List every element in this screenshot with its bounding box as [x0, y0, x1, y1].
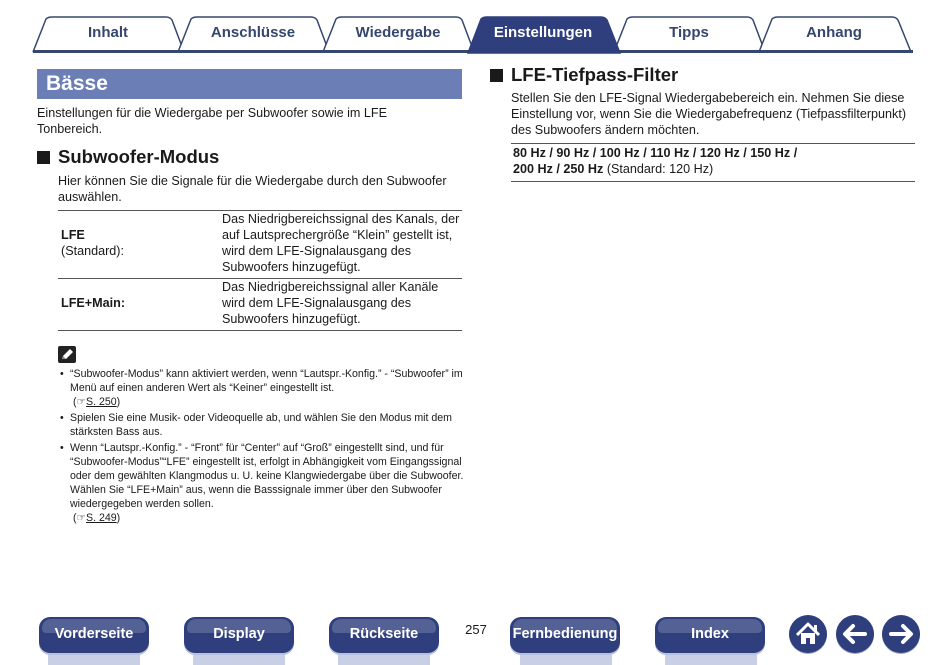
intro-text: Einstellungen für die Wiedergabe per Subwoofer sowie im LFE Tonbereich. [37, 106, 388, 136]
note-item: • Spielen Sie eine Musik- oder Videoquelle ab, und wählen Sie den Modus mit dem stärksten Bass aus. [60, 412, 453, 438]
index-button-label: Index [691, 626, 729, 642]
table-row-term [61, 227, 211, 259]
hand-pointer-icon: ☞ [76, 396, 87, 408]
subwoofer-heading-text: Subwoofer-Modus [58, 146, 220, 167]
table-row-desc: Das Niedrigbereichssignal des Kanals, der auf Lautsprechergröße “Klein” gestellt ist, wird dem LFE-Signalausgang des Subwoofers hinzugefügt. [222, 212, 460, 274]
page-number: 257 [465, 622, 487, 637]
remote-button[interactable] [510, 617, 620, 653]
front-button-label: Vorderseite [54, 626, 134, 642]
lfe-heading-text: LFE-Tiefpass-Filter [511, 64, 679, 85]
lfe-options-line1: 80 Hz / 90 Hz / 100 Hz / 110 Hz / 120 Hz / 150 Hz / [513, 146, 798, 160]
tab-bar [0, 0, 950, 56]
term-lfe-note: (Standard): [61, 244, 124, 258]
home-button[interactable] [789, 615, 827, 653]
note-item: • Wenn “Lautspr.-Konfig.” - “Front” für “Center” auf “Groß” eingestellt sind, und für “Subwoofer-Modus”“LFE” eingestellt ist, erfolgt in Abhängigkeit vom Eingangssignal oder dem gewählten Klangmodus u. U. keine Klangwiedergabe über die Subwoofer. Wählen Sie “LFE+Main” aus, wenn die Basssignale immer über den Subwoofer wiedergegeben werden sollen. (☞S. 249) [60, 442, 464, 524]
subwoofer-heading [37, 146, 219, 168]
nav-shadow [48, 653, 140, 665]
lfe-description: Stellen Sie den LFE-Signal Wiedergabebereich ein. Nehmen Sie diese Einstellung vor, wenn Sie die Wiedergabefrequenz (Tiefpassfilterpunkt) des Subwoofers ändern möchten. [511, 91, 907, 137]
arrow-left-icon [836, 615, 874, 653]
arrow-right-icon [882, 615, 920, 653]
remote-button-label: Fernbedienung [512, 626, 618, 642]
subwoofer-description: Hier können Sie die Signale für die Wiedergabe durch den Subwoofer auswählen. [58, 174, 447, 204]
note-text: Wenn “Lautspr.-Konfig.” - “Front” für “Center” auf “Groß” eingestellt sind, und für “Subwoofer-Modus”“LFE” eingestellt ist, erfolgt in Abhängigkeit vom Eingangssignal oder dem gewählten Klangmodus u. U. keine Klangwiedergabe über die Subwoofer. Wählen Sie “LFE+Main” aus, wenn die Basssignale immer über den Subwoofer wiedergegeben werden sollen. [70, 442, 464, 510]
home-icon [789, 615, 827, 653]
note-item: • “Subwoofer-Modus” kann aktiviert werden, wenn “Lautspr.-Konfig.” - “Subwoofer” im Menü auf einen anderen Wert als “Keiner” eingestellt ist. (☞S. 250) [60, 368, 463, 408]
nav-shadow [338, 653, 430, 665]
page-title-bar [37, 69, 462, 99]
tab-anhang[interactable]: Anhang [806, 24, 862, 41]
lfe-default: (Standard: 120 Hz) [606, 162, 714, 176]
note-text: Spielen Sie eine Musik- oder Videoquelle ab, und wählen Sie den Modus mit dem stärksten Bass aus. [70, 412, 453, 438]
index-button[interactable] [655, 617, 765, 653]
note-text: “Subwoofer-Modus” kann aktiviert werden, wenn “Lautspr.-Konfig.” - “Subwoofer” im Menü auf einen anderen Wert als “Keiner” eingestellt ist. [70, 368, 463, 394]
hand-pointer-icon: ☞ [76, 512, 87, 524]
back-panel-button[interactable] [329, 617, 439, 653]
front-button[interactable] [39, 617, 149, 653]
tab-tipps[interactable]: Tipps [669, 24, 709, 41]
tab-einstellungen[interactable]: Einstellungen [493, 24, 593, 41]
tab-anschluesse[interactable]: Anschlüsse [210, 24, 296, 41]
lfe-heading [490, 64, 678, 86]
pencil-icon [58, 346, 76, 363]
tab-inhalt[interactable]: Inhalt [88, 24, 128, 41]
section-square-icon [37, 151, 50, 164]
tab-wiedergabe[interactable]: Wiedergabe [355, 24, 441, 41]
term-lfe-main: LFE+Main: [61, 296, 126, 310]
nav-shadow [193, 653, 285, 665]
page-reference-link[interactable]: S. 249 [86, 512, 117, 524]
nav-shadow [520, 653, 612, 665]
lfe-top-rule [511, 143, 915, 144]
table-bottom-rule [58, 330, 462, 331]
page-title: Bässe [46, 72, 108, 95]
back-panel-button-label: Rückseite [349, 626, 419, 642]
lfe-options [513, 145, 913, 177]
display-button[interactable] [184, 617, 294, 653]
nav-shadow [665, 653, 757, 665]
previous-page-button[interactable] [836, 615, 874, 653]
lfe-bottom-rule [511, 181, 915, 182]
table-row-desc: Das Niedrigbereichssignal aller Kanäle wird dem LFE-Signalausgang des Subwoofers hinzugefügt. [222, 280, 439, 326]
lfe-options-line2: 200 Hz / 250 Hz [513, 162, 604, 176]
display-button-label: Display [213, 626, 265, 642]
section-square-icon [490, 69, 503, 82]
next-page-button[interactable] [882, 615, 920, 653]
term-lfe: LFE [61, 228, 85, 242]
page-reference-link[interactable]: S. 250 [86, 396, 117, 408]
